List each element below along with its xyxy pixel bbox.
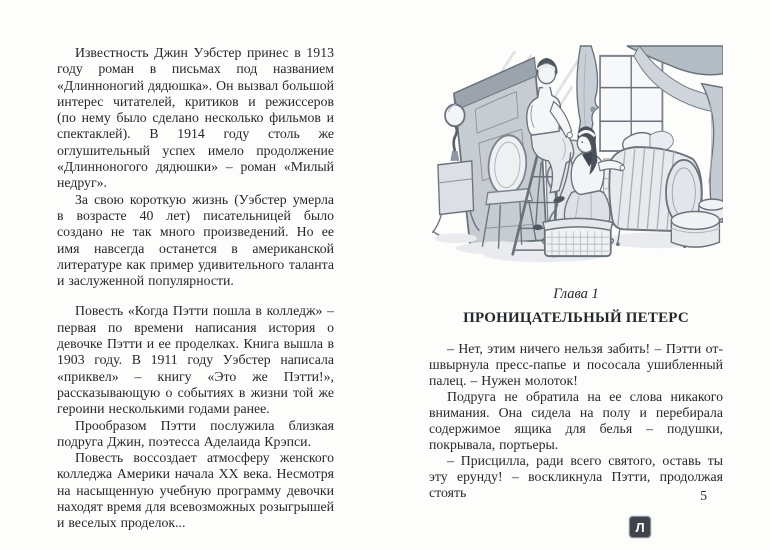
- paragraph-priscilla-sorting: Подруга не обратила на ее слова никакого внимания. Она сидела на полу и перебирала содержимое ящика для белья – подушки, покрывала, портьеры.: [429, 389, 723, 452]
- paragraph-patty-book: Повесть «Когда Пэтти пошла в колледж» – первая по времени написания история о девочке Пэтти и ее проделках. Книга вышла в 1903 году. В 1911 году Уэбстер написала «приквел» – книгу «Это же Пэтти!», рассказывающую о событиях в жизни той же героини несколькими годами ранее.: [57, 303, 334, 417]
- page-right: [429, 44, 723, 501]
- chapter-illustration: [429, 44, 723, 264]
- paragraph-dialogue-priscilla: – Присцилла, ради всего святого, оставь ты эту ерунду! – воскликнула Пэтти, продолжая стоять: [429, 453, 723, 500]
- labirint-logo-letter: Л: [635, 519, 645, 535]
- chapter-title: ПРОНИЦАТЕЛЬНЫЙ ПЕТЕРС: [463, 310, 689, 326]
- paragraph-prototype: Прообразом Пэтти послужила близкая подруга Джин, поэтесса Аделаида Крэпси.: [57, 417, 334, 449]
- page-number: 5: [700, 488, 707, 503]
- room-scene-sketch: [429, 44, 723, 264]
- paragraph-webster-fame: Известность Джин Уэбстер принес в 1913 году роман в письмах под названием «Длинноногий дядюшка». Он вызвал большой интерес читателей, критиков и режиссеров (по нему было сделано несколько фильмов и спектаклей). В 1914 году столь же оглушительный успех имело продолжение «Длинноногого дядюшки» – роман «Милый недруг».: [57, 45, 334, 191]
- paragraph-dialogue-patty: – Нет, этим ничего нельзя забить! – Пэтти отшвырнула пресс-папье и пососала ушибленный палец. – Нужен молоток!: [429, 341, 723, 388]
- chapter-body: [429, 341, 723, 501]
- paragraph-webster-life: За свою короткую жизнь (Уэбстер умерла в возрасте 40 лет) писательницей было создано не так много произведений. Но ее имя навсегда останется в американской литературе как пример удивительного таланта и заслуженной популярности.: [57, 191, 334, 289]
- wicker-basket: [542, 218, 613, 256]
- chapter-number: Глава 1: [553, 286, 599, 302]
- paragraph-college-life: Повесть воссоздает атмосферу женского колледжа Америки начала XX века. Несмотря на насыщенную учебную программу девочки находят время для всевозможных розыгрышей и веселых проделок...: [57, 450, 334, 531]
- labirint-logo: [629, 516, 651, 538]
- page-left: [57, 45, 334, 532]
